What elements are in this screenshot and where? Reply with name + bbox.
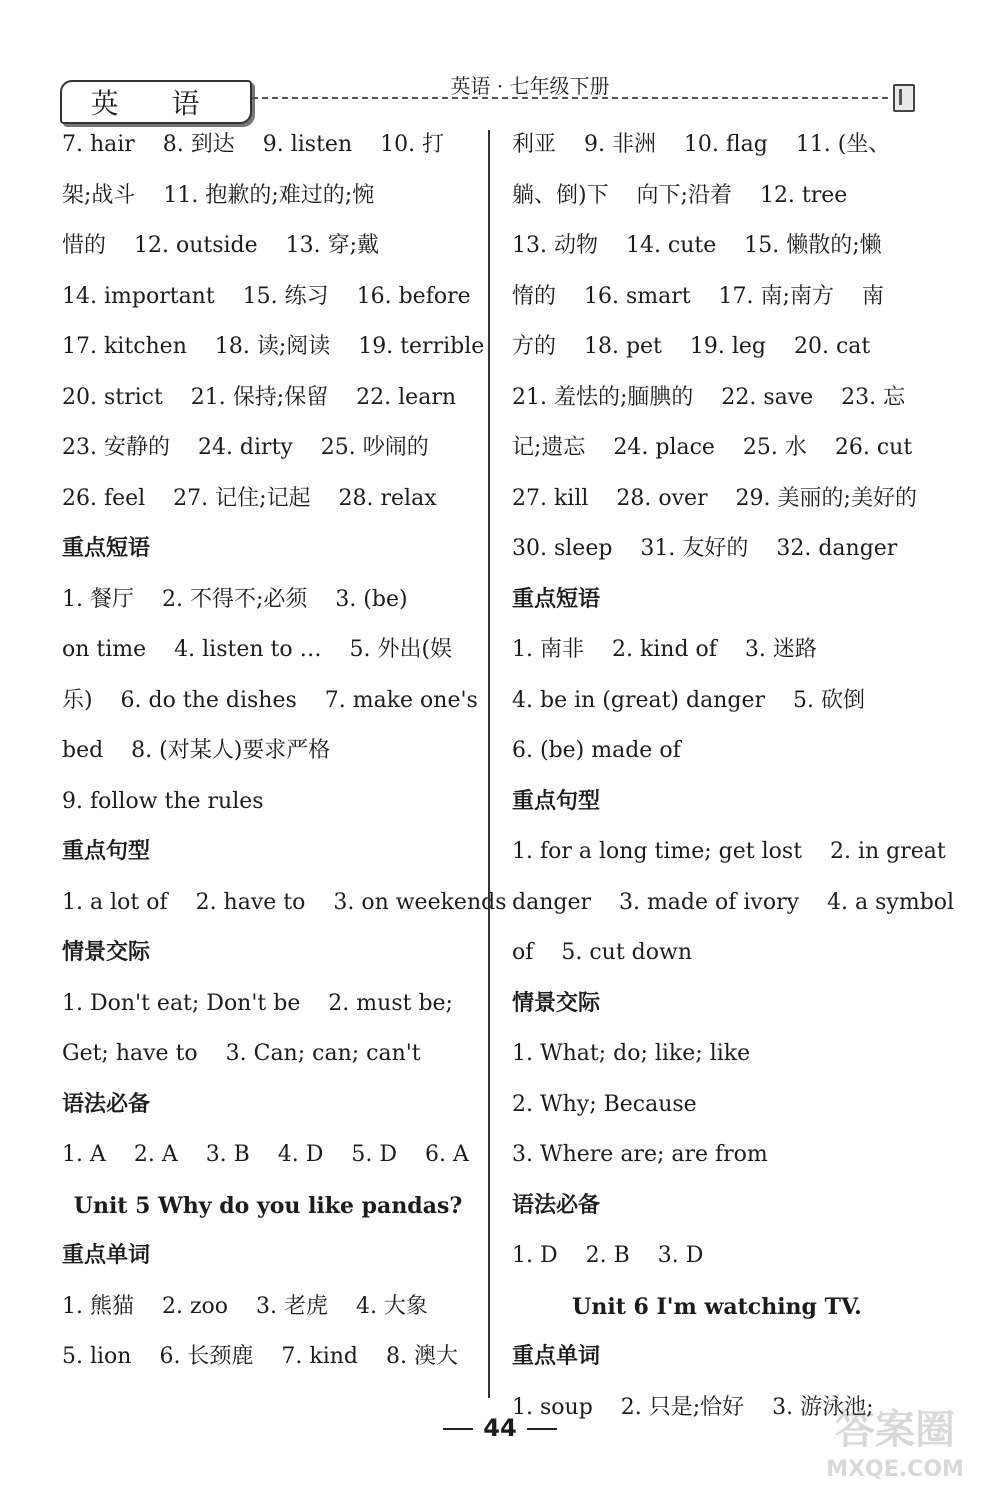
answer-line: 6. (be) made of	[512, 738, 681, 763]
answer-line: Get; have to 3. Can; can; can't	[62, 1041, 421, 1066]
section-heading: 重点短语	[512, 586, 601, 612]
answer-line: 1. What; do; like; like	[512, 1041, 751, 1066]
section-heading: 重点句型	[62, 839, 151, 864]
answer-line: 26. feel 27. 记住;记起 28. relax	[62, 485, 437, 511]
answer-line: 20. strict 21. 保持;保留 22. learn	[62, 384, 457, 410]
answer-line: 1. a lot of 2. have to 3. on weekends	[62, 889, 507, 915]
answer-line: 惜的 12. outside 13. 穿;戴	[62, 233, 380, 258]
section-heading: 重点单词	[512, 1344, 601, 1369]
answer-line: 17. kitchen 18. 读;阅读 19. terrible	[62, 334, 485, 359]
answer-line: 30. sleep 31. 友好的 32. danger	[512, 536, 898, 561]
answer-line: 1. D 2. B 3. D	[512, 1243, 704, 1268]
answer-line: 1. 餐厅 2. 不得不;必须 3. (be)	[62, 586, 408, 612]
column-divider	[488, 130, 490, 1398]
answer-line: 乐) 6. do the dishes 7. make one's	[62, 687, 478, 713]
section-heading: 重点短语	[62, 536, 151, 561]
header-dashed-rule	[252, 97, 888, 99]
answer-line: of 5. cut down	[512, 940, 692, 965]
answer-line: 2. Why; Because	[512, 1091, 697, 1117]
answer-line: danger 3. made of ivory 4. a symbol	[512, 889, 955, 915]
answer-line: on time 4. listen to … 5. 外出(娱	[62, 637, 453, 662]
answer-line: 1. 南非 2. kind of 3. 迷路	[512, 637, 817, 662]
answer-line: bed 8. (对某人)要求严格	[62, 738, 331, 763]
watermark-url: MXQE.COM	[826, 1457, 964, 1482]
book-title: 英语 · 七年级下册	[450, 74, 610, 98]
dash-right	[527, 1428, 557, 1430]
section-heading: 重点单词	[62, 1243, 151, 1268]
answer-line: 5. lion 6. 长颈鹿 7. kind 8. 澳大	[62, 1344, 458, 1369]
section-heading: 重点句型	[512, 788, 601, 814]
answer-line: 躺、倒)下 向下;沿着 12. tree	[512, 182, 848, 208]
answer-line: 27. kill 28. over 29. 美丽的;美好的	[512, 485, 917, 511]
answer-line: 13. 动物 14. cute 15. 懒散的;懒	[512, 233, 882, 258]
unit-title: Unit 6 I'm watching TV.	[572, 1293, 862, 1320]
section-heading: 语法必备	[512, 1192, 601, 1218]
section-heading: 情景交际	[512, 990, 601, 1016]
watermark-logo-text: 答案圈	[835, 1407, 955, 1453]
answer-line: 1. for a long time; get lost 2. in great	[512, 839, 946, 864]
answer-line: 9. follow the rules	[62, 788, 264, 814]
answer-line: 1. soup 2. 只是;恰好 3. 游泳池;	[512, 1394, 874, 1420]
answer-line: 方的 18. pet 19. leg 20. cat	[512, 334, 871, 359]
answer-line: 23. 安静的 24. dirty 25. 吵闹的	[62, 435, 429, 460]
unit-title: Unit 5 Why do you like pandas?	[73, 1192, 463, 1219]
answer-line: 21. 羞怯的;腼腆的 22. save 23. 忘	[512, 384, 906, 410]
answer-line: 7. hair 8. 到达 9. listen 10. 打	[62, 132, 445, 157]
page-number: 44	[483, 1414, 517, 1442]
subject-badge: 英 语	[60, 80, 252, 124]
answer-line: 3. Where are; are from	[512, 1142, 768, 1167]
book-icon	[893, 84, 915, 112]
answer-line: 记;遗忘 24. place 25. 水 26. cut	[512, 435, 913, 460]
answer-line: 14. important 15. 练习 16. before	[62, 283, 471, 309]
dash-left	[443, 1428, 473, 1430]
watermark-logo	[800, 1405, 990, 1495]
answer-line: 4. be in (great) danger 5. 砍倒	[512, 687, 865, 713]
left-answer-column	[62, 120, 507, 1383]
answer-line: 利亚 9. 非洲 10. flag 11. (坐、	[512, 132, 891, 157]
section-heading: 语法必备	[62, 1091, 151, 1117]
section-heading: 情景交际	[62, 940, 151, 965]
answer-line: 1. Don't eat; Don't be 2. must be;	[62, 990, 453, 1016]
answer-line: 1. A 2. A 3. B 4. D 5. D 6. A	[62, 1142, 469, 1167]
answer-line: 1. 熊猫 2. zoo 3. 老虎 4. 大象	[62, 1293, 428, 1319]
answer-line: 惰的 16. smart 17. 南;南方 南	[512, 283, 884, 309]
answer-line: 架;战斗 11. 抱歉的;难过的;惋	[62, 182, 375, 208]
